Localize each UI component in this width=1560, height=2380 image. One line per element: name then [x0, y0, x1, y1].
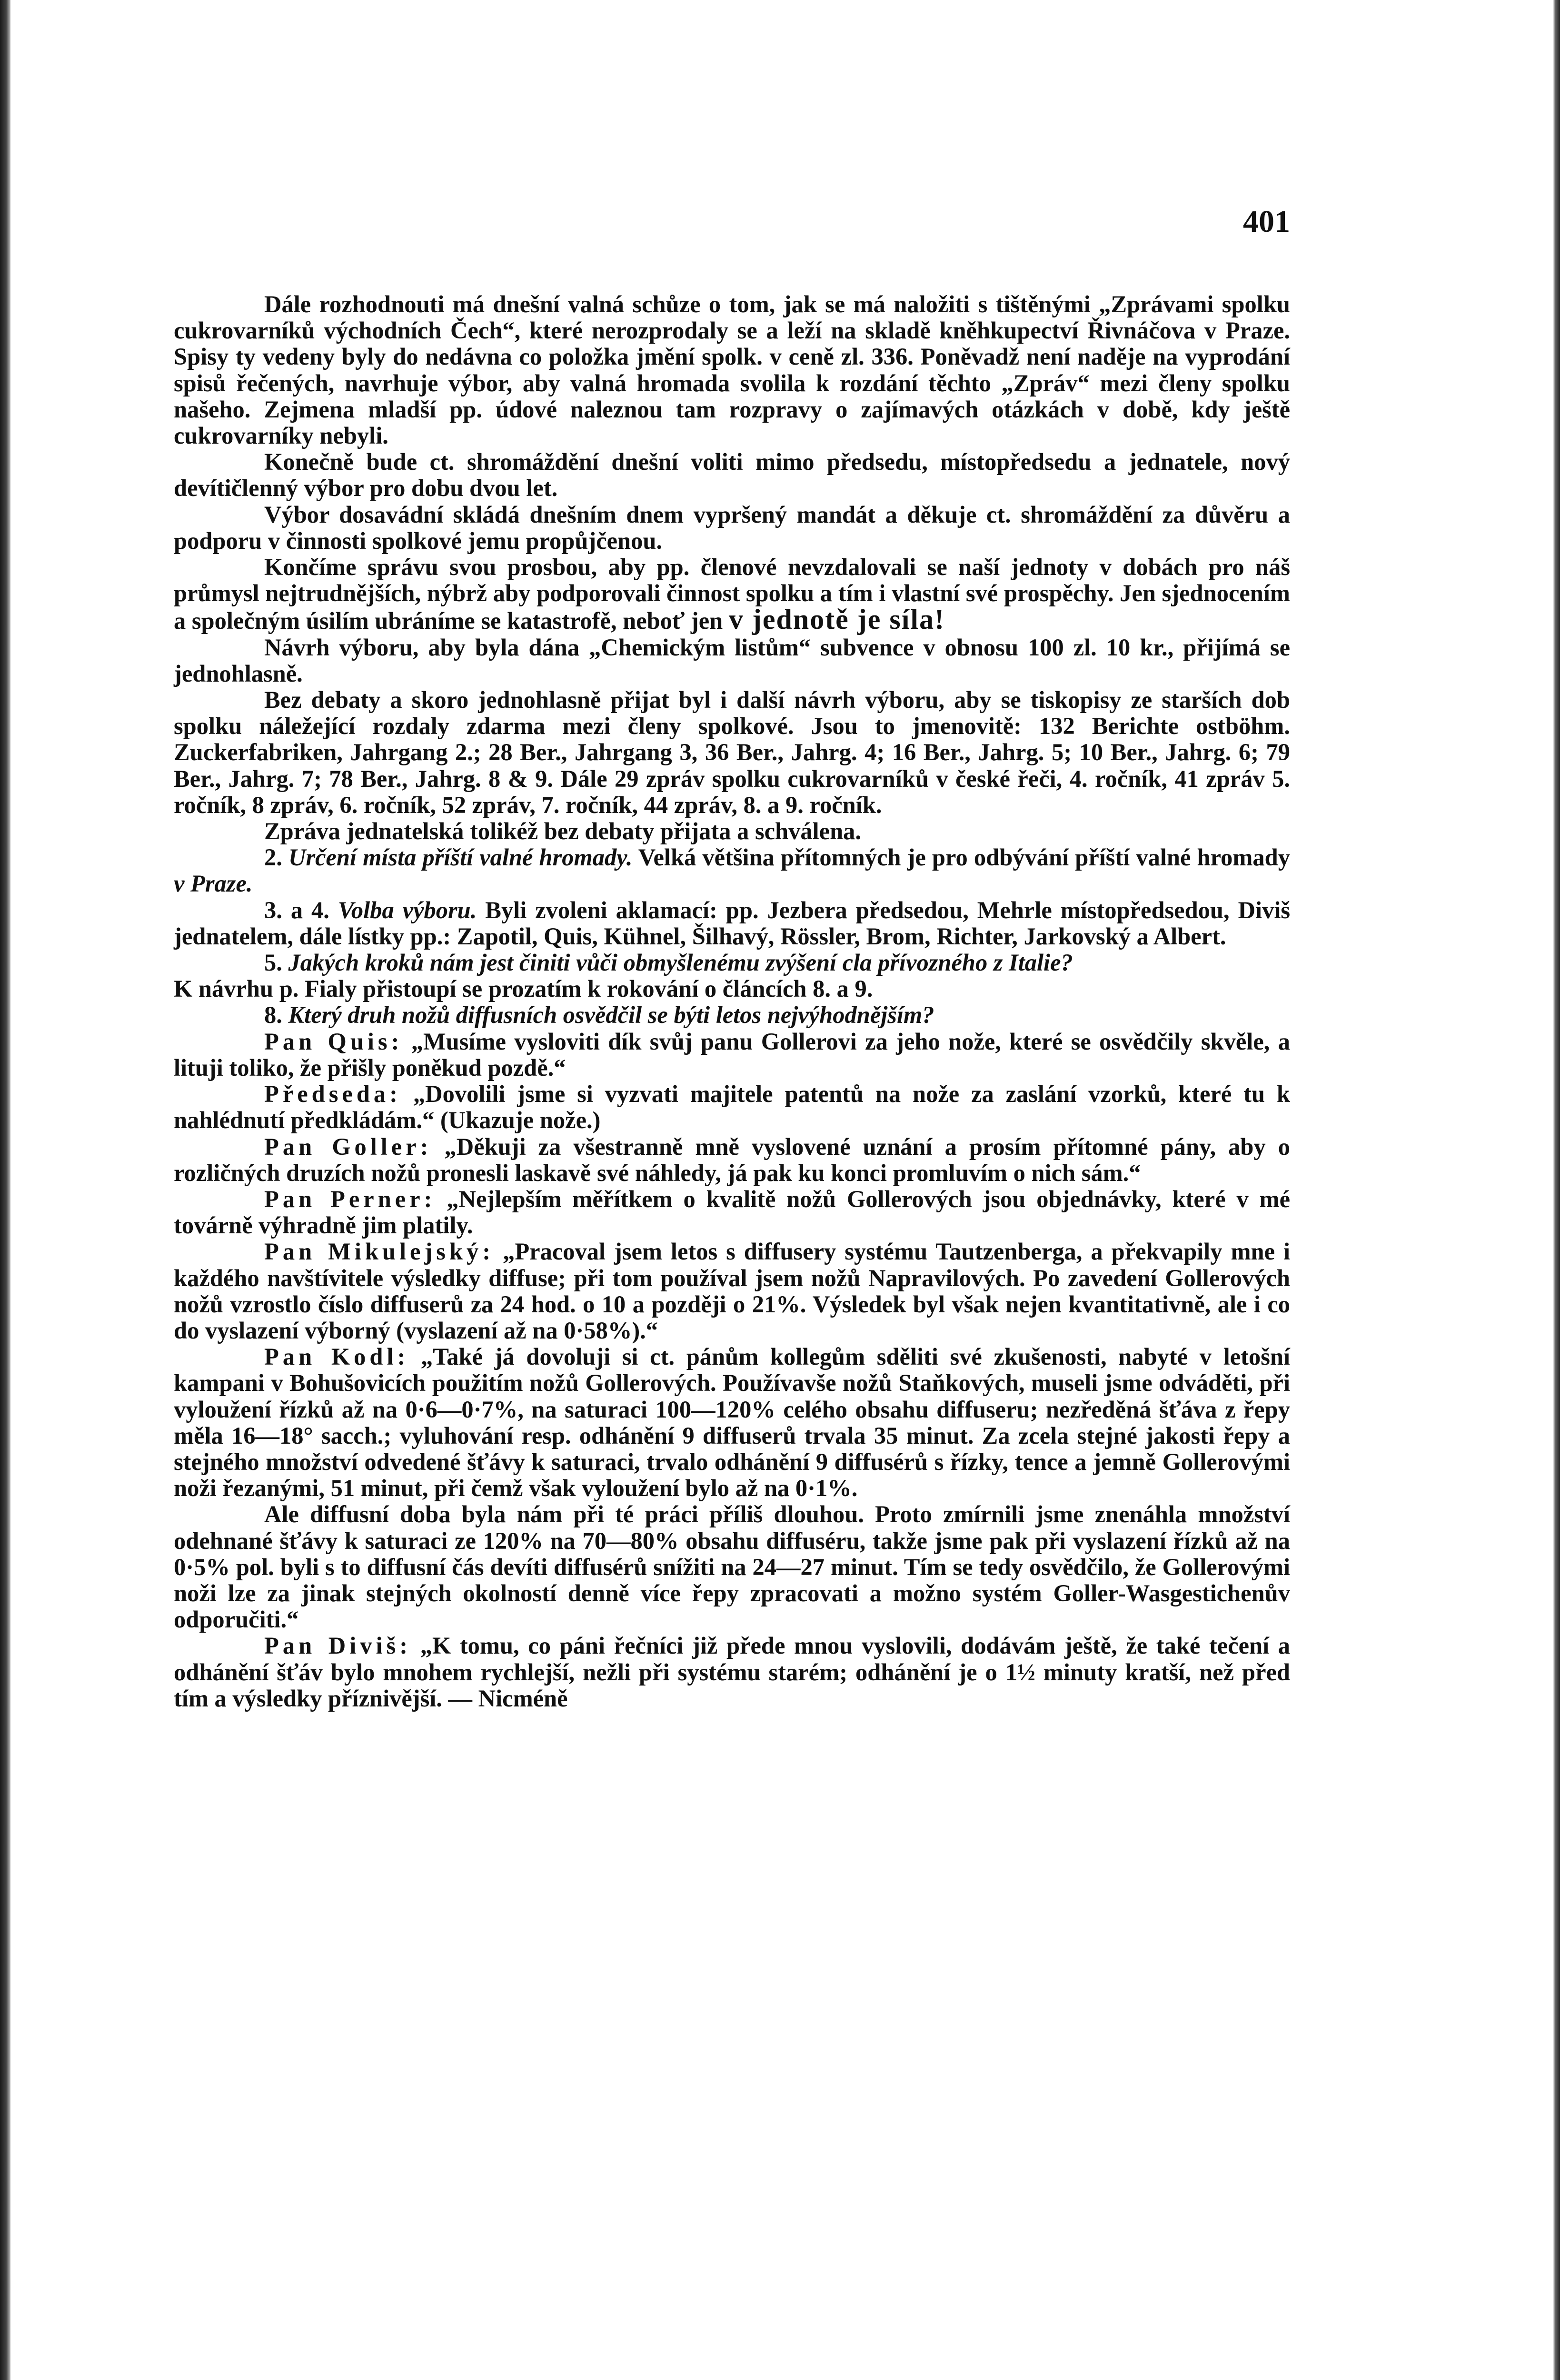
speech-text: „K tomu, co páni řečníci již přede mnou vyslovili, dodávám ještě, že také tečení a odhánění šťáv bylo mnohem rychlejší, nežli při systému starém; odhánění je o 1½ minuty kratší, než před tím a výsledky příznivější. — Nicméně [174, 1632, 1291, 1712]
agenda-number: 3. a 4. [264, 896, 329, 923]
agenda-number: 2. [264, 844, 282, 871]
paragraph [174, 291, 1290, 449]
paragraph [174, 818, 1290, 844]
agenda-title: Volba výboru. [338, 896, 477, 923]
agenda-item [174, 1002, 1290, 1028]
speech [174, 1081, 1290, 1133]
paragraph-text: Ale diffusní doba byla nám při té práci příliš dlouhou. Proto zmírnili jsme znenáhla množství odehnané šťávy k saturaci ze 120% na 70—80% obsahu diffuséru, takže jsme pak při vyslazení řízků až na 0·5% pol. byli s to diffusní čás devíti diffusérů snížiti na 24—27 minut. Tím se tedy osvědčilo, že Gollerovými noži lze za jinak stejných okolností denně více řepy zpracovati a možno systém Goller-Wasgestichenův odporučiti.“ [174, 1501, 1290, 1633]
speech-text: „Dovolili jsme si vyzvati majitele patentů na nože za zaslání vzorků, které tu k nahlédnutí předkládám.“ (Ukazuje nože.) [174, 1081, 1290, 1134]
speech-text: „Musíme vysloviti dík svůj panu Gollerovi za jeho nože, které se osvědčily skvěle, a lituji toliko, že přišly poněkud pozdě.“ [174, 1028, 1290, 1081]
paragraph-text: Velká většina přítomných je pro odbývání příští valné hromady [638, 844, 1291, 871]
speaker-name: Pan Goller: [264, 1133, 432, 1160]
paragraph [174, 449, 1290, 501]
paragraph-text: K návrhu p. Fialy přistoupí se prozatím k rokování o článcích 8. a 9. [174, 975, 873, 1002]
speech [174, 1029, 1290, 1081]
agenda-item [174, 897, 1290, 950]
speaker-name: Pan Perner: [264, 1185, 436, 1212]
speaker-name: Předseda: [264, 1081, 401, 1108]
paragraph-text: Výbor dosavádní skládá dnešním dnem vypršený mandát a děkuje ct. shromáždění za důvěru a podporu v činnosti spolkové jemu propůjčenou. [174, 501, 1290, 554]
paragraph-text: Zpráva jednatelská tolikéž bez debaty přijata a schválena. [264, 818, 862, 845]
agenda-number: 5. [264, 949, 282, 976]
speaker-name: Pan Mikulejský: [264, 1238, 495, 1265]
agenda-title: Určení místa příští valné hromady. [288, 844, 633, 871]
speech [174, 1134, 1290, 1186]
speech-text: „Děkuji za všestranně mně vyslovené uznání a prosím přítomné pány, aby o rozličných druzích nožů pronesli laskavě své náhledy, já pak ku konci promluvím o nich sám.“ [174, 1133, 1291, 1186]
agenda-item [174, 844, 1290, 897]
paragraph [174, 1501, 1290, 1633]
speaker-name: Pan Quis: [264, 1028, 403, 1055]
paragraph-text: Bez debaty a skoro jednohlasně přijat byl i další návrh výboru, aby se tiskopisy ze starších dob spolku náležející rozdaly zdarma mezi členy spolkové. Jsou to jmenovitě: 132 Berichte ostböhm. Zuckerfabriken, Jahrgang 2.; 28 Ber., Jahrgang 3, 36 Ber., Jahrg. 4; 16 Ber., Jahrg. 5; 10 Ber., Jahrg. 6; 79 Ber., Jahrg. 7; 78 Ber., Jahrg. 8 & 9. Dále 29 zpráv spolku cukrovarníků v české řeči, 4. ročník, 41 zpráv 5. ročník, 8 zpráv, 6. ročník, 52 zpráv, 7. ročník, 44 zpráv, 8. a 9. ročník. [174, 686, 1290, 818]
paragraph-text: Konečně bude ct. shromáždění dnešní voliti mimo předsedu, místopředsedu a jednatele, nový devítičlenný výbor pro dobu dvou let. [174, 448, 1290, 502]
agenda-number: 8. [264, 1002, 282, 1029]
paragraph [174, 554, 1290, 635]
speaker-name: Pan Diviš: [264, 1632, 412, 1659]
speech-text: „Pracoval jsem letos s diffusery systému Tautzenberga, a překvapily mne i každého navštívitele výsledky diffuse; při tom používal jsem nožů Napravilových. Po zavedení Gollerových nožů vzrostlo číslo diffuserů za 24 hod. o 10 a později o 21%. Výsledek byl však nejen kvantitativně, ale i co do vyslazení výborný (vyslazení až na 0·58%).“ [174, 1238, 1291, 1344]
agenda-place: v Praze. [174, 870, 253, 897]
speech [174, 1186, 1290, 1239]
speech [174, 1633, 1290, 1712]
paragraph [174, 502, 1290, 554]
agenda-item [174, 950, 1290, 1002]
speech [174, 1239, 1290, 1344]
scan-left-edge [0, 0, 10, 2380]
speech [174, 1344, 1290, 1501]
paragraph-text: Končíme správu svou prosbou, aby pp. členové nevzdalovali se naší jednoty v dobách pro náš průmysl nejtrudnějších, nýbrž aby podporovali činnost spolku a tím i vlastní své prospěchy. Jen sjednocením a společným úsilím ubráníme se katastrofě, neboť jen [174, 554, 1290, 635]
agenda-title: Jakých kroků nám jest činiti vůči obmyšlenému zvýšení cla přívozného z Italie? [288, 949, 1073, 976]
paragraph [174, 635, 1290, 687]
paragraph-text: Dále rozhodnouti má dnešní valná schůze o tom, jak se má naložiti s tištěnými „Zprávami spolku cukrovarníků východních Čech“, které nerozprodaly se a leží na skladě kněhkupectví Řivnáčova v Praze. Spisy ty vedeny byly do nedávna co položka jmění spolk. v ceně zl. 336. Poněvadž není naděje na vyprodání spisů řečených, navrhuje výbor, aby valná hromada svolila k rozdání těchto „Zpráv“ mezi členy spolku našeho. Zejmena mladší pp. údové naleznou tam rozpravy o zajímavých otázkách v době, kdy ještě cukrovarníky nebyli. [174, 291, 1290, 449]
paragraph-text: Byli zvoleni aklamací: pp. Jezbera předsedou, Mehrle místopředsedou, Diviš jednatelem, dále lístky pp.: Zapotil, Quis, Kühnel, Šilhavý, Rössler, Brom, Richter, Jarkovský a Albert. [174, 896, 1291, 950]
motto-emphasis: v jednotě je síla! [728, 604, 945, 635]
paragraph [174, 687, 1290, 818]
agenda-title: Který druh nožů diffusních osvědčil se býti letos nejvýhodnějším? [288, 1002, 934, 1029]
speech-text: „Také já dovoluji si ct. pánům kollegům sděliti své zkušenosti, nabyté v letošní kampani v Bohušovicích použitím nožů Gollerových. Používavše nožů Staňkových, museli jsme odváděti, při vyloužení řízků až na 0·6—0·7%, na saturaci 100—120% celého obsahu diffuseru; nezředěná šťáva z řepy měla 16—18° sacch.; vyluhování resp. odhánění 9 diffuserů trvala 35 minut. Za zcela stejné jakosti řepy a stejného množství odvedené šťávy k saturaci, trvalo odhánění 9 diffusérů s řízky, tence a jemně Gollerovými noži řezanými, 51 minut, při čemž však vyloužení bylo až na 0·1%. [174, 1343, 1290, 1502]
page-number: 401 [1243, 204, 1290, 239]
speech-text: „Nejlepším měřítkem o kvalitě nožů Gollerových jsou objednávky, které v mé továrně výhradně jim platily. [174, 1185, 1291, 1239]
scan-right-edge [1553, 0, 1560, 2380]
paragraph-text: Návrh výboru, aby byla dána „Chemickým listům“ subvence v obnosu 100 zl. 10 kr., přijímá se jednohlasně. [174, 634, 1290, 687]
speaker-name: Pan Kodl: [264, 1343, 409, 1370]
body-text [174, 291, 1290, 1712]
